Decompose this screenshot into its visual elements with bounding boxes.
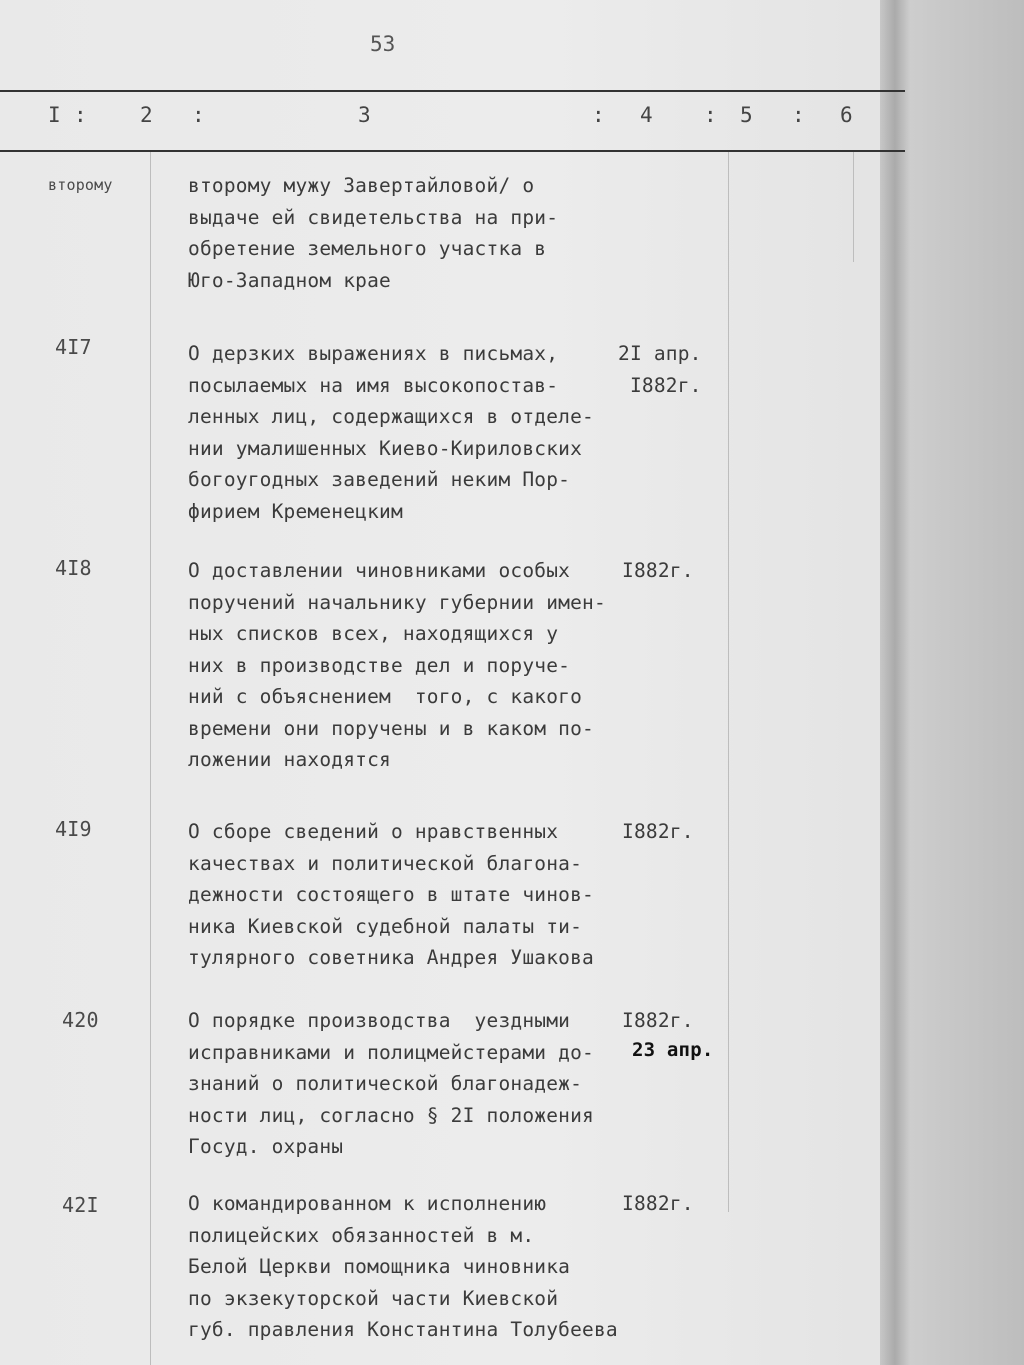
column-separator: : <box>192 103 205 127</box>
entry-title: О порядке производства уездными исправниками и полицмейстерами до- знаний о политической благонадеж- ности лиц, согласно § 2I положения Госуд. охраны <box>188 1009 594 1158</box>
header-top-rule <box>0 90 905 92</box>
entry-title: второму мужу Завертайловой/ о выдаче ей свидетельства на при- обретение земельного участка в Юго-Западном крае <box>188 174 559 292</box>
column-heading-3: 3 <box>358 103 371 127</box>
header-bottom-rule <box>0 150 905 152</box>
entry-date: I882г. <box>622 1009 694 1032</box>
column-separator: : <box>592 103 605 127</box>
column-divider <box>728 152 729 1212</box>
column-divider <box>853 152 854 262</box>
column-divider <box>150 152 151 1365</box>
column-heading-4: 4 <box>640 103 653 127</box>
column-separator: : <box>704 103 717 127</box>
entry-number: 42I <box>62 1193 99 1217</box>
column-separator: : <box>74 103 87 127</box>
entry-number: 4I7 <box>55 335 92 359</box>
entry-number: 420 <box>62 1008 99 1032</box>
column-separator: : <box>792 103 805 127</box>
column-heading-1: I <box>48 103 61 127</box>
page-number: 53 <box>370 32 396 56</box>
entry-date: I882г. <box>622 559 694 582</box>
entry-title: О сборе сведений о нравственных качествах и политической благона- дежности состоящего в штате чинов- ника Киевской судебной палаты ти- тулярного советника Андрея Ушакова <box>188 820 594 969</box>
entry-number: 4I8 <box>55 556 92 580</box>
page-fold-shadow <box>880 0 910 1365</box>
entry-date: I882г. <box>622 1192 694 1215</box>
date-stamp: 23 апр. <box>632 1039 714 1061</box>
entry-title: О дерзких выражениях в письмах, посылаемых на имя высокопостав- ленных лиц, содержащихся в отделе- нии умалишенных Киево-Кириловских богоугодных заведений неким Пор- фирием Кременецким <box>188 342 594 523</box>
entry-title: О командированном к исполнению полицейских обязанностей в м. Белой Церкви помощника чиновника по экзекуторской части Киевской губ. правления Константина Толубеева <box>188 1192 618 1341</box>
column-heading-2: 2 <box>140 103 153 127</box>
entry-date: I882г. <box>622 820 694 843</box>
entry-title: О доставлении чиновниками особых поручений начальнику губернии имен- ных списков всех, находящихся у них в производстве дел и поруче- ний с объяснением того, с какого времени они поручены и в каком по- ложении находятся <box>188 559 606 771</box>
column-heading-5: 5 <box>740 103 753 127</box>
entry-number: второму <box>48 176 113 194</box>
entry-date: 2I апр. I882г. <box>618 342 702 397</box>
column-heading-6: 6 <box>840 103 853 127</box>
entry-number: 4I9 <box>55 817 92 841</box>
